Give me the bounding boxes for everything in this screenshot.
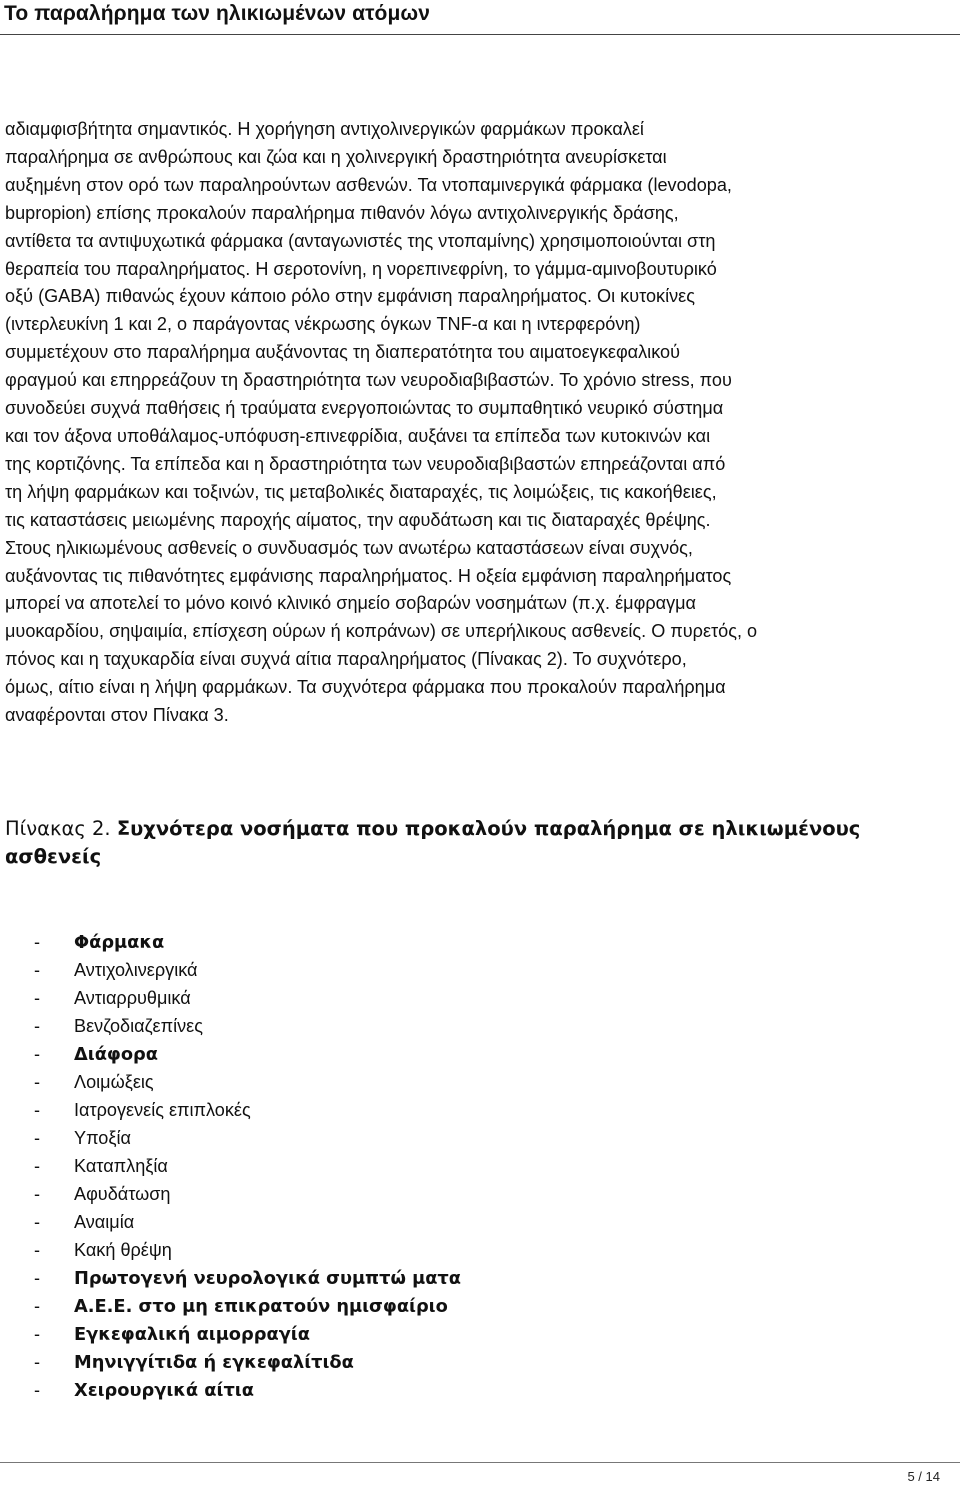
paragraph-line: τη λήψη φαρμάκων και τοξινών, τις μεταβολικές διαταραχές, τις λοιμώξεις, τις κακοήθειες, (5, 481, 717, 502)
paragraph-line: της κορτιζόνης. Τα επίπεδα και η δραστηριότητα των νευροδιαβιβαστών επηρεάζονται από (5, 453, 726, 474)
list-dash: - (34, 1156, 41, 1176)
list-item (34, 1264, 461, 1292)
paragraph-line: αδιαμφισβήτητα σημαντικός. Η χορήγηση αντιχολινεργικών φαρμάκων προκαλεί (5, 119, 644, 139)
list-item (34, 1292, 461, 1320)
paragraph-line: αναφέρονται στον Πίνακα 3. (5, 705, 229, 726)
paragraph-line: μπορεί να αποτελεί το μόνο κοινό κλινικό σημείο σοβαρών νοσημάτων (π.χ. έμφραγμα (5, 593, 697, 614)
list-item-text: Ιατρογενείς επιπλοκές (74, 1100, 251, 1120)
list-item-text: Βενζοδιαζεπίνες (74, 1016, 203, 1036)
paragraph-line: τις καταστάσεις μειωμένης παροχής αίματος, την αφυδάτωση και τις διαταραχές θρέψης. (5, 509, 711, 530)
list-dash: - (34, 1016, 41, 1036)
list-item-text: Εγκεφαλική αιμορραγία (74, 1324, 310, 1345)
list-item-text: Διάφορα (74, 1044, 158, 1065)
paragraph-line: παραλήρημα σε ανθρώπους και ζώα και η χολινεργική δραστηριότητα ανευρίσκεται (5, 146, 667, 167)
list-item (34, 1152, 461, 1180)
list-dash: - (34, 1380, 41, 1400)
paragraph-line: μυοκαρδίου, σηψαιμία, επίσχεση ούρων ή κοπράνων) σε υπερήλικους ασθενείς. Ο πυρετός, ο (5, 621, 758, 642)
list-item (34, 1348, 461, 1376)
list-item-text: Πρωτογενή νευρολογικά συμπτώ ματα (74, 1268, 461, 1289)
paragraph-line: συνοδεύει συχνά παθήσεις ή τραύματα ενεργοποιώντας το συμπαθητικό νευρικό σύστημα (5, 398, 724, 419)
paragraph-line: πόνος και η ταχυκαρδία είναι συχνά αίτια παραληρήματος (Πίνακας 2). Το συχνότερο, (5, 649, 687, 670)
list-item-text: Αναιμία (74, 1212, 135, 1232)
table-caption (5, 815, 945, 871)
page-number: 5 / 14 (907, 1469, 940, 1484)
list-item (34, 1096, 461, 1124)
causes-list (34, 928, 461, 1404)
list-item (34, 1068, 461, 1096)
list-dash: - (34, 1212, 41, 1232)
list-dash: - (34, 1352, 41, 1372)
paragraph-line: Στους ηλικιωμένους ασθενείς ο συνδυασμός των ανωτέρω καταστάσεων είναι συχνός, (5, 537, 693, 558)
document-title: Το παραλήρημα των ηλικιωμένων ατόμων (4, 2, 431, 25)
list-item (34, 1208, 461, 1236)
list-dash: - (34, 1100, 41, 1120)
list-item (34, 1012, 461, 1040)
body-paragraph (5, 116, 957, 730)
list-item (34, 1180, 461, 1208)
list-item (34, 1124, 461, 1152)
paragraph-line: αυξημένη στον ορό των παραληρούντων ασθενών. Τα ντοπαμινεργικά φάρμακα (levodopa, (5, 174, 732, 195)
list-item-text: Καταπληξία (74, 1156, 168, 1176)
list-item-text: Λοιμώξεις (74, 1072, 154, 1092)
paragraph-line: (ιντερλευκίνη 1 και 2, ο παράγοντας νέκρωσης όγκων TNF-α και η ιντερφερόνη) (5, 314, 641, 335)
list-item-text: Μηνιγγίτιδα ή εγκεφαλίτιδα (74, 1352, 354, 1373)
paragraph-line: αυξάνοντας τις πιθανότητες εμφάνισης παραληρήματος. Η οξεία εμφάνιση παραληρήματος (5, 565, 732, 586)
list-item-text: Χειρουργικά αίτια (74, 1380, 254, 1401)
list-item (34, 1040, 461, 1068)
paragraph-line: θεραπεία του παραληρήματος. Η σεροτονίνη, η νορεπινεφρίνη, το γάμμα-αμινοβουτυρικό (5, 258, 717, 279)
list-dash: - (34, 1240, 41, 1260)
list-item (34, 956, 461, 984)
list-item-text: Α.Ε.Ε. στο μη επικρατούν ημισφαίριο (74, 1296, 448, 1317)
list-item (34, 984, 461, 1012)
paragraph-line: αντίθετα τα αντιψυχωτικά φάρμακα (ανταγωνιστές της ντοπαμίνης) χρησιμοποιούνται στη (5, 230, 716, 251)
list-dash: - (34, 1184, 41, 1204)
list-dash: - (34, 1072, 41, 1092)
list-dash: - (34, 1128, 41, 1148)
paragraph-line: συμμετέχουν στο παραλήρημα αυξάνοντας τη διαπερατότητα του αιματοεγκεφαλικού (5, 342, 680, 363)
paragraph-line: οξύ (GABA) πιθανώς έχουν κάποιο ρόλο στην εμφάνιση παραληρήματος. Οι κυτοκίνες (5, 286, 695, 307)
table-heading: Συχνότερα νοσήματα που προκαλούν παραλήρημα σε ηλικιωμένους ασθενείς (5, 817, 861, 868)
list-item-text: Αφυδάτωση (74, 1184, 171, 1204)
paragraph-line: bupropion) επίσης προκαλούν παραλήρημα πιθανόν λόγω αντιχολινεργικής δράσης, (5, 202, 679, 223)
list-dash: - (34, 1044, 41, 1064)
list-item (34, 1236, 461, 1264)
list-dash: - (34, 932, 41, 952)
list-item (34, 1376, 461, 1404)
list-item-text: Υποξία (74, 1128, 131, 1148)
list-dash: - (34, 1296, 41, 1316)
list-item-text: Φάρμακα (74, 932, 165, 953)
header-divider (0, 34, 960, 35)
footer-divider (0, 1462, 960, 1463)
list-dash: - (34, 960, 41, 980)
list-item (34, 928, 461, 956)
table-label: Πίνακας 2. (5, 817, 111, 840)
list-item-text: Αντιχολινεργικά (74, 960, 198, 980)
list-dash: - (34, 1268, 41, 1288)
list-item (34, 1320, 461, 1348)
list-dash: - (34, 988, 41, 1008)
paragraph-line: και τον άξονα υποθάλαμος-υπόφυση-επινεφρίδια, αυξάνει τα επίπεδα των κυτοκινών και (5, 425, 711, 446)
paragraph-line: φραγμού και επηρρεάζουν τη δραστηριότητα των νευροδιαβιβαστών. Το χρόνιο stress, που (5, 370, 732, 391)
list-item-text: Αντιαρρυθμικά (74, 988, 191, 1008)
paragraph-line: όμως, αίτιο είναι η λήψη φαρμάκων. Τα συχνότερα φάρμακα που προκαλούν παραλήρημα (5, 677, 726, 698)
list-dash: - (34, 1324, 41, 1344)
list-item-text: Κακή θρέψη (74, 1240, 172, 1260)
